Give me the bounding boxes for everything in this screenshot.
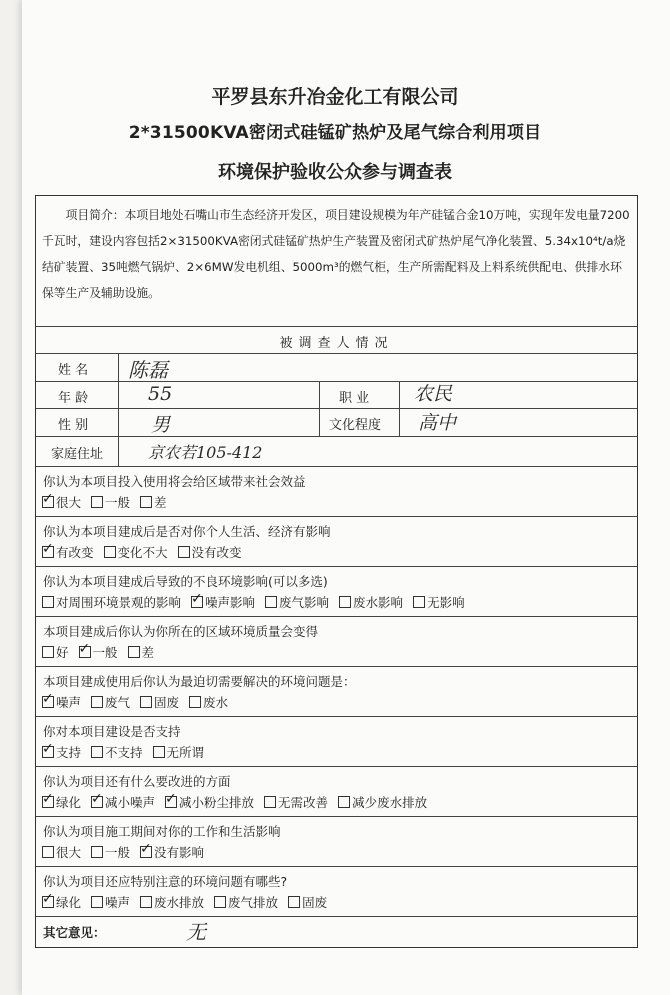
checkbox[interactable] bbox=[288, 896, 300, 908]
checkbox[interactable] bbox=[128, 646, 140, 658]
checked-checkbox[interactable] bbox=[91, 796, 103, 808]
divider bbox=[36, 866, 637, 867]
option-item[interactable] bbox=[140, 693, 179, 711]
divider bbox=[399, 381, 400, 436]
gender-label: 性 别 bbox=[58, 418, 89, 433]
question-text: 你对本项目建设是否支持 bbox=[43, 724, 181, 739]
option-item[interactable] bbox=[91, 893, 130, 911]
option-label: 没有影响 bbox=[154, 845, 205, 860]
option-label: 好 bbox=[56, 645, 69, 660]
option-label: 一般 bbox=[92, 645, 118, 660]
option-label: 对周围环境景观的影响 bbox=[56, 595, 182, 610]
checked-checkbox[interactable] bbox=[42, 896, 54, 908]
checkbox[interactable] bbox=[214, 896, 226, 908]
checkbox[interactable] bbox=[91, 846, 103, 858]
option-item[interactable] bbox=[178, 543, 242, 561]
option-item[interactable] bbox=[42, 543, 94, 561]
checked-checkbox[interactable] bbox=[42, 696, 54, 708]
option-label: 废水排放 bbox=[154, 895, 205, 910]
option-label: 噪声影响 bbox=[205, 595, 256, 610]
checked-checkbox[interactable] bbox=[42, 796, 54, 808]
other-opinion-label: 其它意见： bbox=[43, 925, 106, 940]
option-row bbox=[42, 893, 337, 911]
option-label: 废气影响 bbox=[279, 595, 330, 610]
option-row bbox=[42, 643, 164, 661]
option-item[interactable] bbox=[165, 793, 254, 811]
option-item[interactable] bbox=[264, 793, 328, 811]
option-item[interactable] bbox=[91, 493, 130, 511]
question-text: 本项目建成后你认为你所在的区域环境质量会变得 bbox=[43, 624, 319, 639]
occupation-value: 农民 bbox=[414, 383, 453, 405]
option-item[interactable] bbox=[140, 893, 204, 911]
question-text: 你认为本项目建成后导致的不良环境影响(可以多选) bbox=[43, 574, 328, 589]
divider bbox=[36, 816, 637, 817]
divider bbox=[36, 666, 637, 667]
option-label: 废水 bbox=[203, 695, 229, 710]
checked-checkbox[interactable] bbox=[79, 646, 91, 658]
checkbox[interactable] bbox=[189, 696, 201, 708]
option-label: 很大 bbox=[56, 845, 82, 860]
option-row bbox=[42, 843, 214, 861]
option-item[interactable] bbox=[42, 493, 81, 511]
checkbox[interactable] bbox=[413, 596, 425, 608]
option-label: 减小噪声 bbox=[105, 795, 156, 810]
divider bbox=[36, 381, 637, 382]
checkbox[interactable] bbox=[153, 746, 165, 758]
option-item[interactable] bbox=[339, 593, 403, 611]
education-label: 文化程度 bbox=[329, 418, 382, 433]
option-label: 废气 bbox=[105, 695, 131, 710]
option-item[interactable] bbox=[42, 593, 181, 611]
divider bbox=[36, 326, 637, 327]
option-row bbox=[42, 743, 214, 761]
option-label: 减小粉尘排放 bbox=[179, 795, 255, 810]
divider bbox=[36, 616, 637, 617]
checkbox[interactable] bbox=[42, 646, 54, 658]
option-label: 没有改变 bbox=[191, 545, 242, 560]
question-text: 你认为本项目投入使用将会给区域带来社会效益 bbox=[43, 474, 306, 489]
checkbox[interactable] bbox=[140, 496, 152, 508]
divider bbox=[36, 353, 637, 354]
checked-checkbox[interactable] bbox=[140, 846, 152, 858]
divider bbox=[319, 381, 320, 436]
option-label: 噪声 bbox=[56, 695, 82, 710]
option-item[interactable] bbox=[42, 843, 81, 861]
option-item[interactable] bbox=[42, 893, 81, 911]
option-item[interactable] bbox=[413, 593, 465, 611]
checkbox[interactable] bbox=[339, 596, 351, 608]
divider bbox=[36, 436, 637, 437]
checked-checkbox[interactable] bbox=[191, 596, 203, 608]
option-label: 一般 bbox=[105, 845, 131, 860]
age-value: 55 bbox=[148, 383, 173, 405]
option-label: 变化不大 bbox=[117, 545, 168, 560]
checked-checkbox[interactable] bbox=[42, 746, 54, 758]
project-intro: 项目简介：本项目地处石嘴山市生态经济开发区，项目建设规模为年产硅锰合金10万吨，实现年发电量7200千瓦时，建设内容包括2×31500KVA密闭式硅锰矿热炉生产装置及密闭式矿热炉尾气净化装置、5.34x10⁴t/a烧结矿装置、35吨燃气锅炉、2×6MW发电机组、5000m³的燃气柜，生产所需配料及上料系统供配电、供排水环保等生产及辅助设施。 bbox=[42, 208, 630, 300]
option-row bbox=[42, 593, 475, 611]
checkbox[interactable] bbox=[91, 496, 103, 508]
option-item[interactable] bbox=[288, 893, 327, 911]
option-label: 绿化 bbox=[56, 895, 82, 910]
checkbox[interactable] bbox=[42, 596, 54, 608]
checkbox[interactable] bbox=[178, 546, 190, 558]
option-label: 差 bbox=[141, 645, 155, 660]
divider bbox=[36, 766, 637, 767]
option-item[interactable] bbox=[189, 693, 228, 711]
option-item[interactable] bbox=[79, 643, 118, 661]
form-title: 环境保护验收公众参与调查表 bbox=[218, 162, 452, 183]
divider bbox=[36, 408, 637, 409]
question-text: 你认为项目还有什么要改进的方面 bbox=[43, 774, 231, 789]
address-value: 京农若105-412 bbox=[148, 443, 263, 462]
option-item[interactable] bbox=[191, 593, 255, 611]
question-text: 你认为本项目建成后是否对你个人生活、经济有影响 bbox=[43, 524, 331, 539]
checkbox[interactable] bbox=[338, 796, 350, 808]
checked-checkbox[interactable] bbox=[42, 496, 54, 508]
option-item[interactable] bbox=[42, 693, 81, 711]
option-label: 无影响 bbox=[427, 595, 465, 610]
option-row bbox=[42, 693, 238, 711]
divider bbox=[36, 566, 637, 567]
option-label: 固废 bbox=[154, 695, 180, 710]
checkbox[interactable] bbox=[265, 596, 277, 608]
divider bbox=[36, 716, 637, 717]
option-item[interactable] bbox=[153, 743, 205, 761]
age-label: 年 龄 bbox=[58, 391, 89, 406]
checked-checkbox[interactable] bbox=[42, 546, 54, 558]
option-item[interactable] bbox=[140, 843, 204, 861]
option-label: 废气排放 bbox=[228, 895, 279, 910]
option-label: 支持 bbox=[56, 745, 82, 760]
option-label: 一般 bbox=[105, 495, 131, 510]
address-label: 家庭住址 bbox=[51, 447, 104, 462]
checked-checkbox[interactable] bbox=[165, 796, 177, 808]
name-value: 陈磊 bbox=[128, 358, 168, 382]
divider bbox=[118, 353, 119, 466]
option-item[interactable] bbox=[104, 543, 168, 561]
company-title: 平罗县东升冶金化工有限公司 bbox=[211, 86, 459, 108]
project-title: 2*31500KVA密闭式硅锰矿热炉及尾气综合利用项目 bbox=[128, 123, 542, 143]
divider bbox=[36, 916, 637, 917]
option-item[interactable] bbox=[140, 493, 167, 511]
checkbox[interactable] bbox=[140, 896, 152, 908]
checkbox[interactable] bbox=[42, 846, 54, 858]
question-text: 本项目建成使用后你认为最迫切需要解决的环境问题是： bbox=[43, 674, 356, 689]
checkbox[interactable] bbox=[104, 546, 116, 558]
option-item[interactable] bbox=[42, 643, 69, 661]
question-text: 你认为项目施工期间对你的工作和生活影响 bbox=[43, 824, 281, 839]
divider bbox=[36, 516, 637, 517]
option-item[interactable] bbox=[91, 693, 130, 711]
occupation-label: 职 业 bbox=[339, 391, 370, 406]
checkbox[interactable] bbox=[140, 696, 152, 708]
option-label: 减少废水排放 bbox=[352, 795, 428, 810]
gender-value: 男 bbox=[151, 414, 171, 436]
option-item[interactable] bbox=[338, 793, 427, 811]
respondent-section-title: 被调查人情况 bbox=[279, 336, 394, 351]
divider bbox=[36, 466, 637, 467]
option-label: 有改变 bbox=[56, 545, 94, 560]
survey-form bbox=[35, 195, 638, 948]
option-row bbox=[42, 543, 252, 561]
other-opinion-value: 无 bbox=[186, 920, 206, 944]
name-label: 姓 名 bbox=[58, 363, 89, 378]
option-label: 无需改善 bbox=[278, 795, 329, 810]
option-item[interactable] bbox=[91, 793, 155, 811]
option-item[interactable] bbox=[91, 843, 130, 861]
option-label: 无所谓 bbox=[166, 745, 205, 760]
option-label: 差 bbox=[154, 495, 167, 510]
checkbox[interactable] bbox=[91, 746, 103, 758]
checkbox[interactable] bbox=[91, 696, 103, 708]
question-text: 你认为项目还应特别注意的环境问题有哪些? bbox=[43, 874, 288, 889]
option-item[interactable] bbox=[214, 893, 278, 911]
option-label: 很大 bbox=[56, 495, 82, 510]
checkbox[interactable] bbox=[91, 896, 103, 908]
checkbox[interactable] bbox=[264, 796, 276, 808]
option-label: 不支持 bbox=[105, 745, 143, 760]
option-item[interactable] bbox=[128, 643, 155, 661]
option-item[interactable] bbox=[42, 743, 81, 761]
option-row bbox=[42, 493, 177, 511]
option-label: 绿化 bbox=[56, 795, 82, 810]
option-label: 固废 bbox=[302, 895, 328, 910]
option-row bbox=[42, 793, 437, 811]
option-item[interactable] bbox=[265, 593, 329, 611]
option-label: 噪声 bbox=[105, 895, 131, 910]
option-label: 废水影响 bbox=[353, 595, 404, 610]
option-item[interactable] bbox=[91, 743, 143, 761]
education-value: 高中 bbox=[418, 412, 457, 434]
option-item[interactable] bbox=[42, 793, 81, 811]
